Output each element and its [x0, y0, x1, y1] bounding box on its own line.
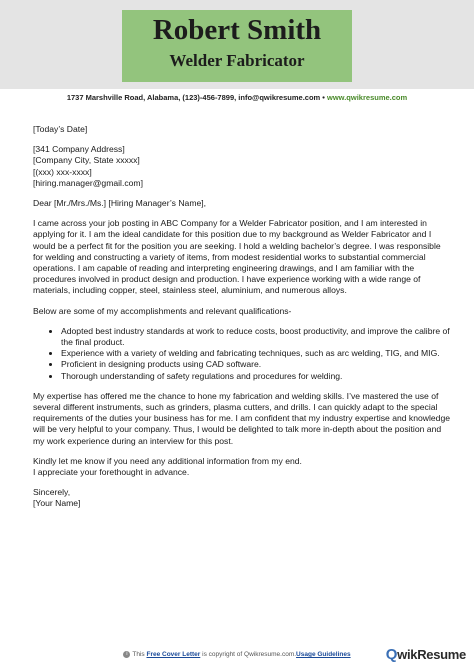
logo-text: wikResume	[397, 647, 466, 662]
footer-text: is copyright of Qwikresume.com.	[200, 651, 297, 659]
usage-guidelines-link[interactable]: Usage Guidelines	[296, 651, 351, 659]
contact-separator: •	[320, 93, 327, 102]
contact-line	[0, 93, 474, 102]
paragraph-closing-remarks	[33, 456, 451, 478]
recipient-city: [Company City, State xxxxx]	[33, 155, 140, 166]
list-item: • Adopted best industry standards at work to reduce costs, boost productivity, and improve the calibre of the final product.	[61, 326, 451, 348]
footer-text: This	[132, 651, 147, 659]
paragraph-qualifications-lead: Below are some of my accomplishments and relevant qualifications-	[33, 305, 292, 316]
closing: Sincerely,	[33, 487, 71, 498]
list-item: • Thorough understanding of safety regulations and procedures for welding.	[61, 371, 451, 382]
letter-body	[33, 124, 451, 510]
closing-remark-line: I appreciate your forethought in advance.	[33, 467, 190, 478]
letter-date: [Today’s Date]	[33, 124, 88, 134]
list-item: • Experience with a variety of welding and fabricating techniques, such as arc welding, TIG, and MIG.	[61, 348, 451, 359]
website-link[interactable]: www.qwikresume.com	[327, 93, 408, 102]
qualifications-list	[33, 326, 451, 382]
paragraph-expertise: My expertise has offered me the chance to hone my fabrication and welding skills. I’ve mastered the use of several different instruments, such as grinders, plasma cutters, and drills. I can quickly adapt to the special requirements of the duties your business has for me. I am confident that my industry expertise and knowledge will be very helpful to your company. Thus, I would be delighted to talk more in-depth about the position and my work experience during an interview for this post.	[33, 390, 451, 446]
info-icon: i	[123, 651, 130, 658]
recipient-address: [341 Company Address]	[33, 144, 125, 155]
job-title: Welder Fabricator	[169, 51, 305, 70]
free-cover-letter-link[interactable]: Free Cover Letter	[146, 651, 201, 659]
name-box	[122, 10, 352, 82]
signature: [Your Name]	[33, 498, 81, 509]
contact-details: 1737 Marshville Road, Alabama, (123)-456-7899, info@qwikresume.com	[66, 93, 321, 102]
paragraph-intro: I came across your job posting in ABC Company for a Welder Fabricator position, and I am interested in applying for it. I am the ideal candidate for this position due to my background as Welder Fabricator and I would be a perfect fit for the position you are seeking. I hold a welding bachelor’s degree. I was responsible for welding and constructing a variety of items, from modest residential works to substantial commercial operations. I am capable of reading and interpreting engineering drawings, and I am familiar with the procedures involved in product design and production. I have experience working with a wide range of materials, including copper, steel, stainless steel, aluminium, and numerous alloys.	[33, 218, 441, 296]
closing-remark-line: Kindly let me know if you need any additional information from my end.	[33, 455, 302, 466]
logo-q: Q	[385, 646, 398, 663]
salutation: Dear [Mr./Mrs./Ms.] [Hiring Manager’s Name],	[33, 198, 207, 209]
recipient-block	[33, 144, 451, 189]
qwikresume-logo	[386, 646, 466, 663]
list-item: • Proficient in designing products using CAD software.	[61, 359, 451, 370]
applicant-name: Robert Smith	[152, 14, 322, 46]
sign-off	[33, 487, 451, 509]
recipient-phone: [(xxx) xxx-xxxx]	[33, 166, 92, 177]
recipient-email: [hiring.manager@gmail.com]	[33, 177, 143, 188]
